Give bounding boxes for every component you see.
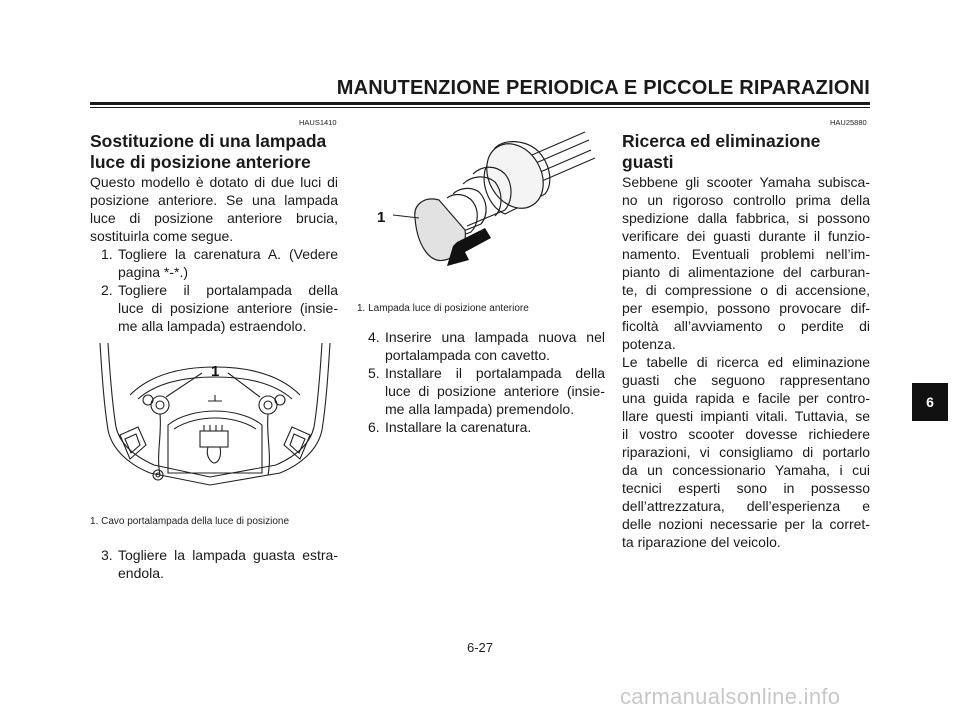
body-line: ficoltà all’avviamento o perdite di xyxy=(622,318,870,334)
body-line: llare questi impianti vitali. Tuttavia, se xyxy=(622,408,870,424)
body-line: te, di compressione o di accensione, xyxy=(622,282,870,298)
step-text: luce di posizione anteriore (insie- xyxy=(385,383,605,399)
step-text: Togliere il portalampada della xyxy=(118,282,338,298)
left-section-title-line2: luce di posizione anteriore xyxy=(90,152,311,172)
step-text: luce di posizione anteriore (insie- xyxy=(118,300,338,316)
step-number: 6. xyxy=(368,419,380,435)
left-section-code: HAUS1410 xyxy=(299,118,337,127)
right-section-title-line1: Ricerca ed eliminazione xyxy=(622,131,821,151)
headlight-assembly-illustration xyxy=(90,335,340,505)
step-number: 2. xyxy=(101,282,113,298)
step-text: me alla lampada) premendolo. xyxy=(385,401,575,417)
left-step-3 xyxy=(101,546,338,582)
step-text: portalampada con cavetto. xyxy=(385,347,550,363)
header-rule xyxy=(90,102,870,105)
step-text: Togliere la carenatura A. (Vedere xyxy=(118,246,338,262)
middle-figure-caption: 1. Lampada luce di posizione anteriore xyxy=(357,303,529,314)
step-text: Installare il portalampada della xyxy=(385,365,605,381)
step-number: 3. xyxy=(101,547,113,563)
body-line: spedizione dalla fabbrica, si possono xyxy=(622,210,870,226)
body-line: riparazioni, vi consigliamo di portarlo xyxy=(622,444,870,460)
right-section-code: HAU25880 xyxy=(830,118,867,127)
step-number: 4. xyxy=(368,329,380,345)
step-number: 5. xyxy=(368,365,380,381)
step-text: Inserire una lampada nuova nel xyxy=(385,329,605,345)
middle-step-4 xyxy=(368,328,605,364)
watermark: carmanualsonline.info xyxy=(620,684,841,709)
left-step-2 xyxy=(101,281,338,335)
step-text: Togliere la lampada guasta estra- xyxy=(118,547,338,563)
body-line: potenza. xyxy=(622,336,676,352)
step-number: 1. xyxy=(101,246,113,262)
body-line: no un rigoroso controllo prima della xyxy=(622,192,870,208)
figure-callout-number: 1 xyxy=(211,363,220,380)
body-line: tecnici esperti sono in possesso xyxy=(622,480,870,496)
left-intro-line: posizione anteriore. Se una lampada xyxy=(90,192,338,208)
body-line: per esempio, possono provocare dif- xyxy=(622,300,870,316)
left-intro-line: sostituirla come segue. xyxy=(90,228,234,244)
chapter-tab: 6 xyxy=(912,383,948,421)
step-text: me alla lampada) estraendolo. xyxy=(118,318,307,334)
body-line: guasti che seguono rappresentano xyxy=(622,372,870,388)
bulb-holder-illustration xyxy=(355,118,605,288)
body-line: Le tabelle di ricerca ed eliminazione xyxy=(622,354,870,370)
left-intro-line: Questo modello è dotato di due luci di xyxy=(90,174,338,190)
body-line: delle nozioni necessarie per la corret- xyxy=(622,516,870,532)
body-line: dell’attrezzatura, dell’esperienza e xyxy=(622,498,870,514)
step-text: pagina *-*.) xyxy=(118,264,189,280)
body-line: da un concessionario Yamaha, i cui xyxy=(622,462,870,478)
left-figure-caption: 1. Cavo portalampada della luce di posizione xyxy=(90,516,290,527)
page-header-title: MANUTENZIONE PERIODICA E PICCOLE RIPARAZIONI xyxy=(336,77,870,99)
figure-callout-number: 1 xyxy=(377,209,386,226)
middle-step-5 xyxy=(368,364,605,418)
body-line: una guida rapida e facile per contro- xyxy=(622,390,870,406)
left-intro-line: luce di posizione anteriore brucia, xyxy=(90,210,338,226)
body-line: pianto di alimentazione del carburan- xyxy=(622,264,870,280)
right-section-title-line2: guasti xyxy=(622,152,674,172)
body-line: verificare dei guasti durante il funzio- xyxy=(622,228,870,244)
step-text: endola. xyxy=(118,565,164,581)
step-text: Installare la carenatura. xyxy=(385,419,532,435)
header-rule-thin xyxy=(90,107,870,108)
body-line: il vostro scooter dovesse richiedere xyxy=(622,426,870,442)
left-step-1 xyxy=(101,245,338,281)
left-section-title-line1: Sostituzione di una lampada xyxy=(90,131,327,151)
body-line: namento. Eventuali problemi nell’im- xyxy=(622,246,870,262)
middle-step-6 xyxy=(368,418,605,436)
body-line: ta riparazione del veicolo. xyxy=(622,534,781,550)
body-line: Sebbene gli scooter Yamaha subisca- xyxy=(622,174,870,190)
page-number: 6-27 xyxy=(466,640,494,655)
